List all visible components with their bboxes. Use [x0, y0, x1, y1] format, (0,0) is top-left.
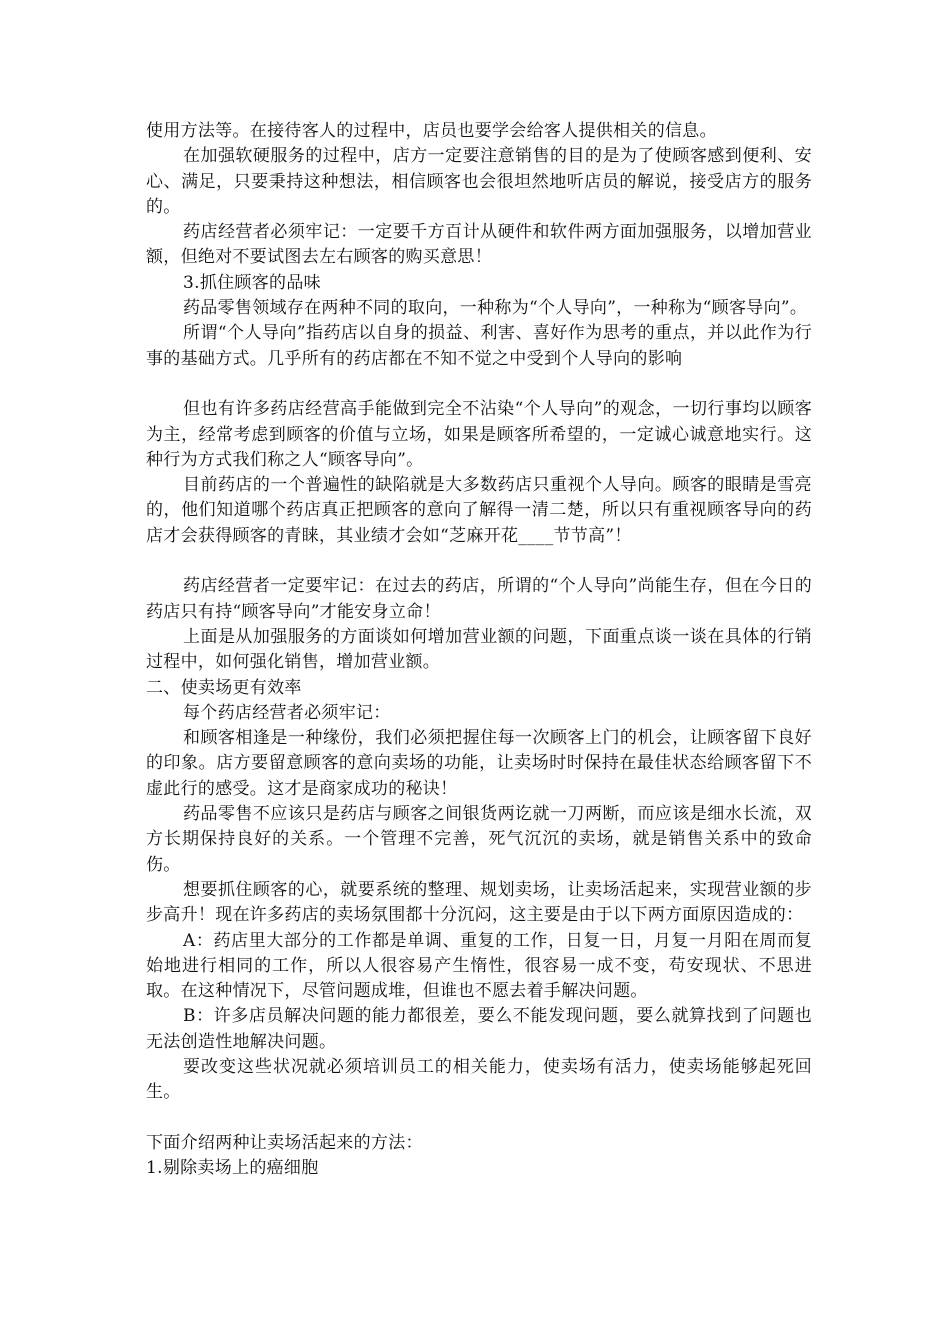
paragraph: 药品零售不应该只是药店与顾客之间银货两讫就一刀两断，而应该是细水长流，双方长期保持良好的关系。一个管理不完善，死气沉沉的卖场，就是销售关系中的致命伤。: [146, 804, 812, 875]
paragraph: 和顾客相逢是一种缘份，我们必须把握住每一次顾客上门的机会，让顾客留下良好的印象。店方要留意顾客的意向卖场的功能，让卖场时时保持在最佳状态给顾客留下不虚此行的感受。这才是商家成功的秘诀！: [146, 728, 812, 799]
blank-line: [146, 549, 812, 574]
paragraph: 所谓“个人导向”指药店以自身的损益、利害、喜好作为思考的重点，并以此作为行事的基础方式。几乎所有的药店都在不知不觉之中受到个人导向的影响: [146, 323, 812, 369]
document-body: [146, 119, 812, 1181]
paragraph: 目前药店的一个普遍性的缺陷就是大多数药店只重视个人导向。顾客的眼睛是雪亮的，他们知道哪个药店真正把顾客的意向了解得一清二楚，所以只有重视顾客导向的药店才会获得顾客的青睐，其业绩才会如“芝麻开花____节节高”！: [146, 475, 812, 546]
blank-line: [146, 1106, 812, 1131]
section-heading: 二、使卖场更有效率: [146, 677, 302, 698]
section-heading: 1.剔除卖场上的癌细胞: [146, 1158, 319, 1179]
blank-line: [146, 372, 812, 397]
paragraph: 药店经营者一定要牢记：在过去的药店，所谓的“个人导向”尚能生存，但在今日的药店只有持“顾客导向”才能安身立命！: [146, 576, 812, 622]
paragraph: 在加强软硬服务的过程中，店方一定要注意销售的目的是为了使顾客感到便利、安心、满足，只要秉持这种想法，相信顾客也会很坦然地听店员的解说，接受店方的服务的。: [146, 146, 812, 217]
paragraph: 下面介绍两种让卖场活起来的方法：: [146, 1132, 423, 1153]
paragraph: 要改变这些状况就必须培训员工的相关能力，使卖场有活力，使卖场能够起死回生。: [146, 1056, 812, 1103]
section-heading: 3.抓住顾客的品味: [183, 272, 321, 293]
paragraph: A：药店里大部分的工作都是单调、重复的工作，日复一日，月复一月阳在周而复始地进行相同的工作，所以人很容易产生惰性，很容易一成不变，苟安现状、不思进取。在这种情况下，尽管问题成堆，但谁也不愿去着手解决问题。: [146, 930, 812, 1002]
paragraph: 使用方法等。在接待客人的过程中，店员也要学会给客人提供相关的信息。: [146, 121, 717, 141]
paragraph: 药品零售领域存在两种不同的取向，一种称为“个人导向”，一种称为“顾客导向”。: [183, 298, 808, 319]
paragraph: 但也有许多药店经营高手能做到完全不沾染“个人导向”的观念，一切行事均以顾客为主，经常考虑到顾客的价值与立场，如果是顾客所希望的，一定诚心诚意地实行。这种行为方式我们称之人“顾客导向”。: [146, 399, 812, 470]
paragraph: 上面是从加强服务的方面谈如何增加营业额的问题，下面重点谈一谈在具体的行销过程中，如何强化销售，增加营业额。: [146, 626, 812, 673]
paragraph: 每个药店经营者必须牢记：: [183, 702, 391, 723]
paragraph: B：许多店员解决问题的能力都很差，要么不能发现问题，要么就算找到了问题也无法创造性地解决问题。: [146, 1006, 812, 1052]
paragraph: 想要抓住顾客的心，就要系统的整理、规划卖场，让卖场活起来，实现营业额的步步高升！现在许多药店的卖场氛围都十分沉闷，这主要是由于以下两方面原因造成的：: [146, 879, 812, 926]
paragraph: 药店经营者必须牢记：一定要千方百计从硬件和软件两方面加强服务，以增加营业额，但绝对不要试图去左右顾客的购买意思！: [146, 222, 812, 268]
